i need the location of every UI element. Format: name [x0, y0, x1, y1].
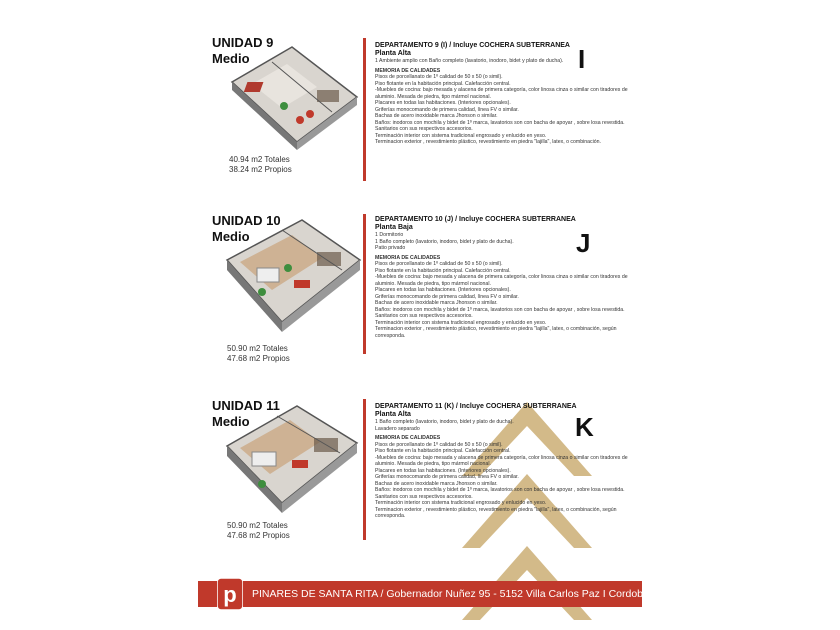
area-own: 47.68 m2 Propios	[227, 354, 290, 363]
unit-floor: Planta Alta	[375, 50, 411, 57]
unit-heading: DEPARTAMENTO 11 (K) / Incluye COCHERA SUBTERRANEA	[375, 403, 577, 410]
floor-plan-image	[222, 42, 362, 152]
spec-line: Terminacion exterior , revestimiento plástico, revestimiento en piedra "lajilla", latex, o combinación.	[375, 139, 601, 145]
logo-icon	[217, 578, 243, 610]
floor-plan-image	[222, 398, 362, 520]
unit-floor: Planta Alta	[375, 411, 411, 418]
unit-position: Medio	[212, 51, 250, 66]
spec-line: Placares en todas las habitaciones. (Interiores opcionales).	[375, 467, 511, 474]
spec-line: Baños: inodoros con mochila y bidet de 1º marca, lavatorios son con bacha de apoyar , sobre losa revestida. Sanitarios con sus respectivos accesorios.	[375, 119, 625, 132]
spec-line: Bachas de acero inoxidable marca Jhonson o similar.	[375, 300, 498, 306]
unit-letter: J	[576, 228, 591, 258]
spec-line: -Muebles de cocina: bajo mesada y alacena de primera categoría, color linosa cinza o similar con tiradores de aluminio. Mesada de piedra, tipo mármol nacional.	[375, 87, 628, 100]
spec-line: Pisos de porcellanato de 1º calidad de 50 x 50 (o simil).	[375, 261, 503, 267]
unit-heading: DEPARTAMENTO 9 (I) / Incluye COCHERA SUBTERRANEA	[375, 42, 570, 49]
unit-heading: DEPARTAMENTO 10 (J) / Incluye COCHERA SUBTERRANEA	[375, 216, 576, 223]
spec-line: Pisos de porcellanato de 1º calidad de 50 x 50 (o simil).	[375, 441, 503, 448]
intro-line: 1 Baño completo (lavatorio, inodoro, bidet y plato de ducha).	[375, 419, 514, 425]
footer-text: PINARES DE SANTA RITA / Gobernador Nuñez 95 - 5152 Villa Carlos Paz I Cordoba	[252, 588, 649, 600]
unit-areas	[227, 344, 290, 364]
spec-line: Terminacion exterior , revestimiento plástico, revestimiento en piedra "lajilla", latex, o combinación, según corresponda.	[375, 326, 617, 339]
spec-line: Placares en todas las habitaciones. (Interiores opcionales).	[375, 287, 511, 293]
spec-line: Pisos de porcellanato de 1º calidad de 50 x 50 (o simil).	[375, 74, 503, 80]
spec-line: Piso flotante en la habitación principal. Calefacción central.	[375, 80, 511, 87]
unit-areas	[229, 155, 292, 175]
spec-line: Placares en todas las habitaciones. (Interiores opcionales).	[375, 100, 511, 106]
spec-line: Bachas de acero inoxidable marca Jhonson o similar.	[375, 480, 498, 487]
spec-line: Piso flotante en la habitación principal. Calefacción central.	[375, 267, 511, 274]
spec-line: Terminación interior con sistema tradicional engrosado y enlucido en yeso.	[375, 319, 547, 326]
section-divider	[363, 399, 366, 540]
spec-line: Terminación interior con sistema tradicional engrosado y enlucido en yeso.	[375, 132, 547, 139]
spec-line: Baños: inodoros con mochila y bidet de 1º marca, lavatorios son con bacha de apoyar , sobre losa revestida. Sanitarios con sus respectivos accesorios.	[375, 487, 625, 500]
intro-line: 1 Baño completo (lavatorio, inodoro, bidet y plato de ducha).	[375, 238, 514, 245]
spec-line: -Muebles de cocina: bajo mesada y alacena de primera categoría, color linosa cinza o similar con tiradores de aluminio. Mesada de piedra, tipo mármol nacional.	[375, 454, 628, 467]
spec-line: Griferías monocomando de primera calidad, línea FV o similar.	[375, 293, 519, 300]
floor-plan-image	[222, 210, 362, 340]
footer-banner	[198, 581, 649, 607]
area-total: 50.90 m2 Totales	[227, 521, 288, 530]
unit-description	[375, 215, 630, 339]
unit-number: UNIDAD 9	[212, 35, 274, 50]
unit-description	[375, 41, 630, 146]
intro-line: Lavadero separado	[375, 425, 420, 432]
spec-line: Baños: inodoros con mochila y bidet de 1º marca, lavatorios son con bacha de apoyar , sobre losa revestida. Sanitarios con sus respectivos accesorios.	[375, 306, 625, 319]
area-total: 50.90 m2 Totales	[227, 344, 288, 353]
spec-line: Terminación interior con sistema tradicional engrosado y enlucido en yeso.	[375, 500, 547, 506]
memoria-label: MEMORIA DE CALIDADES	[375, 254, 441, 261]
intro-line: 1 Ambiente amplio con Baño completo (lavatorio, inodoro, bidet y plato de ducha).	[375, 58, 564, 64]
spec-line: Piso flotante en la habitación principal. Calefacción central.	[375, 448, 511, 454]
unit-position: Medio	[212, 229, 250, 244]
unit-number: UNIDAD 11	[212, 398, 280, 413]
unit-letter: I	[578, 44, 586, 74]
spec-line: Bachas de acero inoxidable marca Jhonson o similar.	[375, 113, 498, 119]
intro-line: Patio privado	[375, 245, 406, 251]
unit-floor: Planta Baja	[375, 224, 413, 231]
spec-line: -Muebles de cocina: bajo mesada y alacena de primera categoría, color linosa cinza o similar con tiradores de aluminio. Mesada de piedra, tipo mármol nacional.	[375, 274, 628, 287]
section-divider	[363, 38, 366, 181]
spec-line: Griferías monocomando de primera calidad, línea FV o similar.	[375, 106, 519, 113]
spec-line: Griferías monocomando de primera calidad, línea FV o similar.	[375, 474, 519, 480]
svg-text:p: p	[223, 582, 237, 607]
area-total: 40.94 m2 Totales	[229, 155, 290, 164]
memoria-label: MEMORIA DE CALIDADES	[375, 435, 441, 441]
unit-letter: K	[575, 412, 594, 442]
area-own: 38.24 m2 Propios	[229, 165, 292, 174]
memoria-label: MEMORIA DE CALIDADES	[375, 67, 441, 74]
unit-areas	[227, 521, 290, 541]
intro-line: 1 Dormitorio	[375, 232, 404, 238]
unit-position: Medio	[212, 414, 250, 429]
section-divider	[363, 214, 366, 354]
spec-line: Terminacion exterior , revestimiento plástico, revestimiento en piedra "lajilla", latex, o combinación, según corresponda.	[375, 506, 617, 519]
unit-number: UNIDAD 10	[212, 213, 281, 228]
area-own: 47.68 m2 Propios	[227, 531, 290, 540]
